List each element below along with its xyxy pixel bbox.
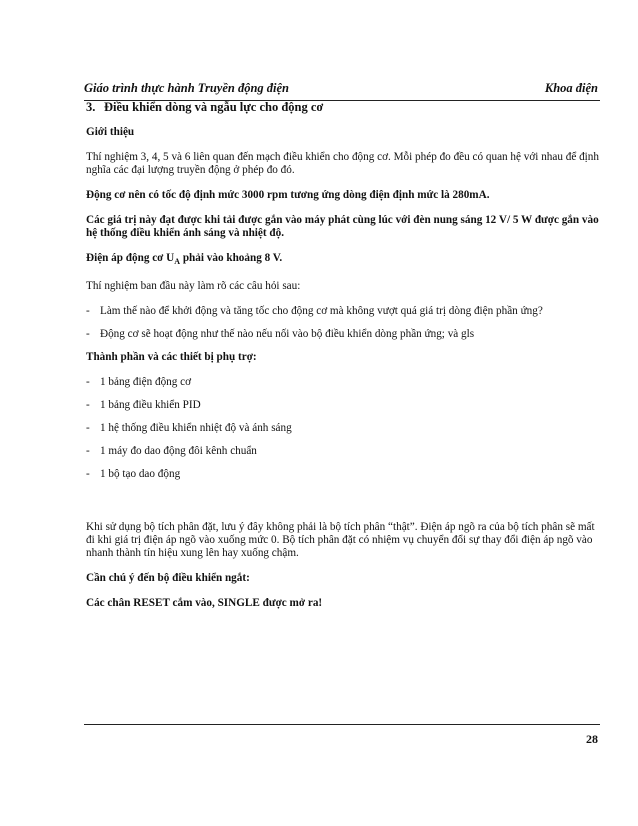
list-item	[86, 376, 601, 389]
questions-intro: Thí nghiệm ban đầu này làm rõ các câu hỏi sau:	[86, 280, 301, 293]
list-item	[86, 328, 601, 341]
question-list	[86, 305, 601, 341]
section-title-text: Điều khiển dòng và ngẫu lực cho động cơ	[104, 100, 324, 114]
dash-bullet: -	[86, 328, 90, 341]
dash-bullet: -	[86, 445, 90, 458]
voltage-prefix: Điện áp động cơ U	[86, 252, 175, 264]
section-title	[86, 101, 601, 114]
page-header	[84, 80, 600, 101]
equipment-item: 1 hệ thống điều khiển nhiệt độ và ánh sáng	[100, 422, 292, 435]
question-text: Động cơ sẽ hoạt động như thế nào nếu nối vào bộ điều khiển dòng phần ứng; và gls	[100, 328, 475, 341]
voltage-subscript: A	[174, 257, 181, 267]
list-item	[86, 445, 601, 458]
header-department: Khoa điện	[544, 81, 598, 95]
dash-bullet: -	[86, 376, 90, 389]
header-course-title: Giáo trình thực hành Truyền động điện	[84, 81, 289, 95]
page-number: 28	[586, 732, 598, 746]
equipment-list	[86, 376, 601, 481]
intro-heading: Giới thiệu	[86, 126, 135, 138]
rated-speed-note: Động cơ nên có tốc độ định mức 3000 rpm tương ứng dòng điện định mức là 280mA.	[86, 189, 490, 201]
equipment-item: 1 máy đo dao động đôi kênh chuẩn	[100, 445, 257, 458]
dash-bullet: -	[86, 468, 90, 481]
dash-bullet: -	[86, 305, 90, 318]
integrator-paragraph: Khi sử dụng bộ tích phân đặt, lưu ý đây không phải là bộ tích phân “thật”. Điện áp ngõ ra của bộ tích phân sẽ mất đi khi giá trị điện áp ngõ vào xuống mức 0. Bộ tích phân đặt có nhiệm vụ chuyển đổi sự thay đổi điện áp ngõ vào nhanh thành tín hiệu xung lên hay xuống chậm.	[86, 521, 595, 560]
list-item	[86, 399, 601, 412]
voltage-note	[86, 252, 601, 268]
section-number: 3.	[86, 100, 96, 114]
equipment-item: 1 bảng điều khiển PID	[100, 399, 201, 412]
voltage-suffix: phải vào khoảng 8 V.	[180, 252, 283, 264]
load-note: Các giá trị này đạt được khi tải được gắn vào máy phát cùng lúc với đèn nung sáng 12 V/ 5 W được gắn vào hệ thống điều khiển ánh sáng và nhiệt độ.	[86, 214, 599, 239]
equipment-item: 1 bảng điện động cơ	[100, 376, 192, 389]
spacer	[86, 491, 601, 521]
list-item	[86, 305, 601, 318]
list-item	[86, 422, 601, 435]
list-item	[86, 468, 601, 481]
intro-paragraph: Thí nghiệm 3, 4, 5 và 6 liên quan đến mạch điều khiển cho động cơ. Mỗi phép đo đều có quan hệ với nhau để định nghĩa các đại lượng truyền động ở phép đo đó.	[86, 151, 599, 176]
equipment-item: 1 bộ tạo dao động	[100, 468, 181, 481]
question-text: Làm thế nào để khởi động và tăng tốc cho động cơ mà không vượt quá giá trị dòng điện phần ứng?	[100, 305, 543, 318]
warning-text: Các chân RESET cắm vào, SINGLE được mở ra!	[86, 597, 323, 610]
warning-heading: Cần chú ý đến bộ điều khiển ngắt:	[86, 572, 250, 585]
dash-bullet: -	[86, 399, 90, 412]
equipment-heading: Thành phần và các thiết bị phụ trợ:	[86, 351, 257, 364]
dash-bullet: -	[86, 422, 90, 435]
page-content	[86, 101, 601, 622]
footer-divider	[84, 724, 600, 725]
